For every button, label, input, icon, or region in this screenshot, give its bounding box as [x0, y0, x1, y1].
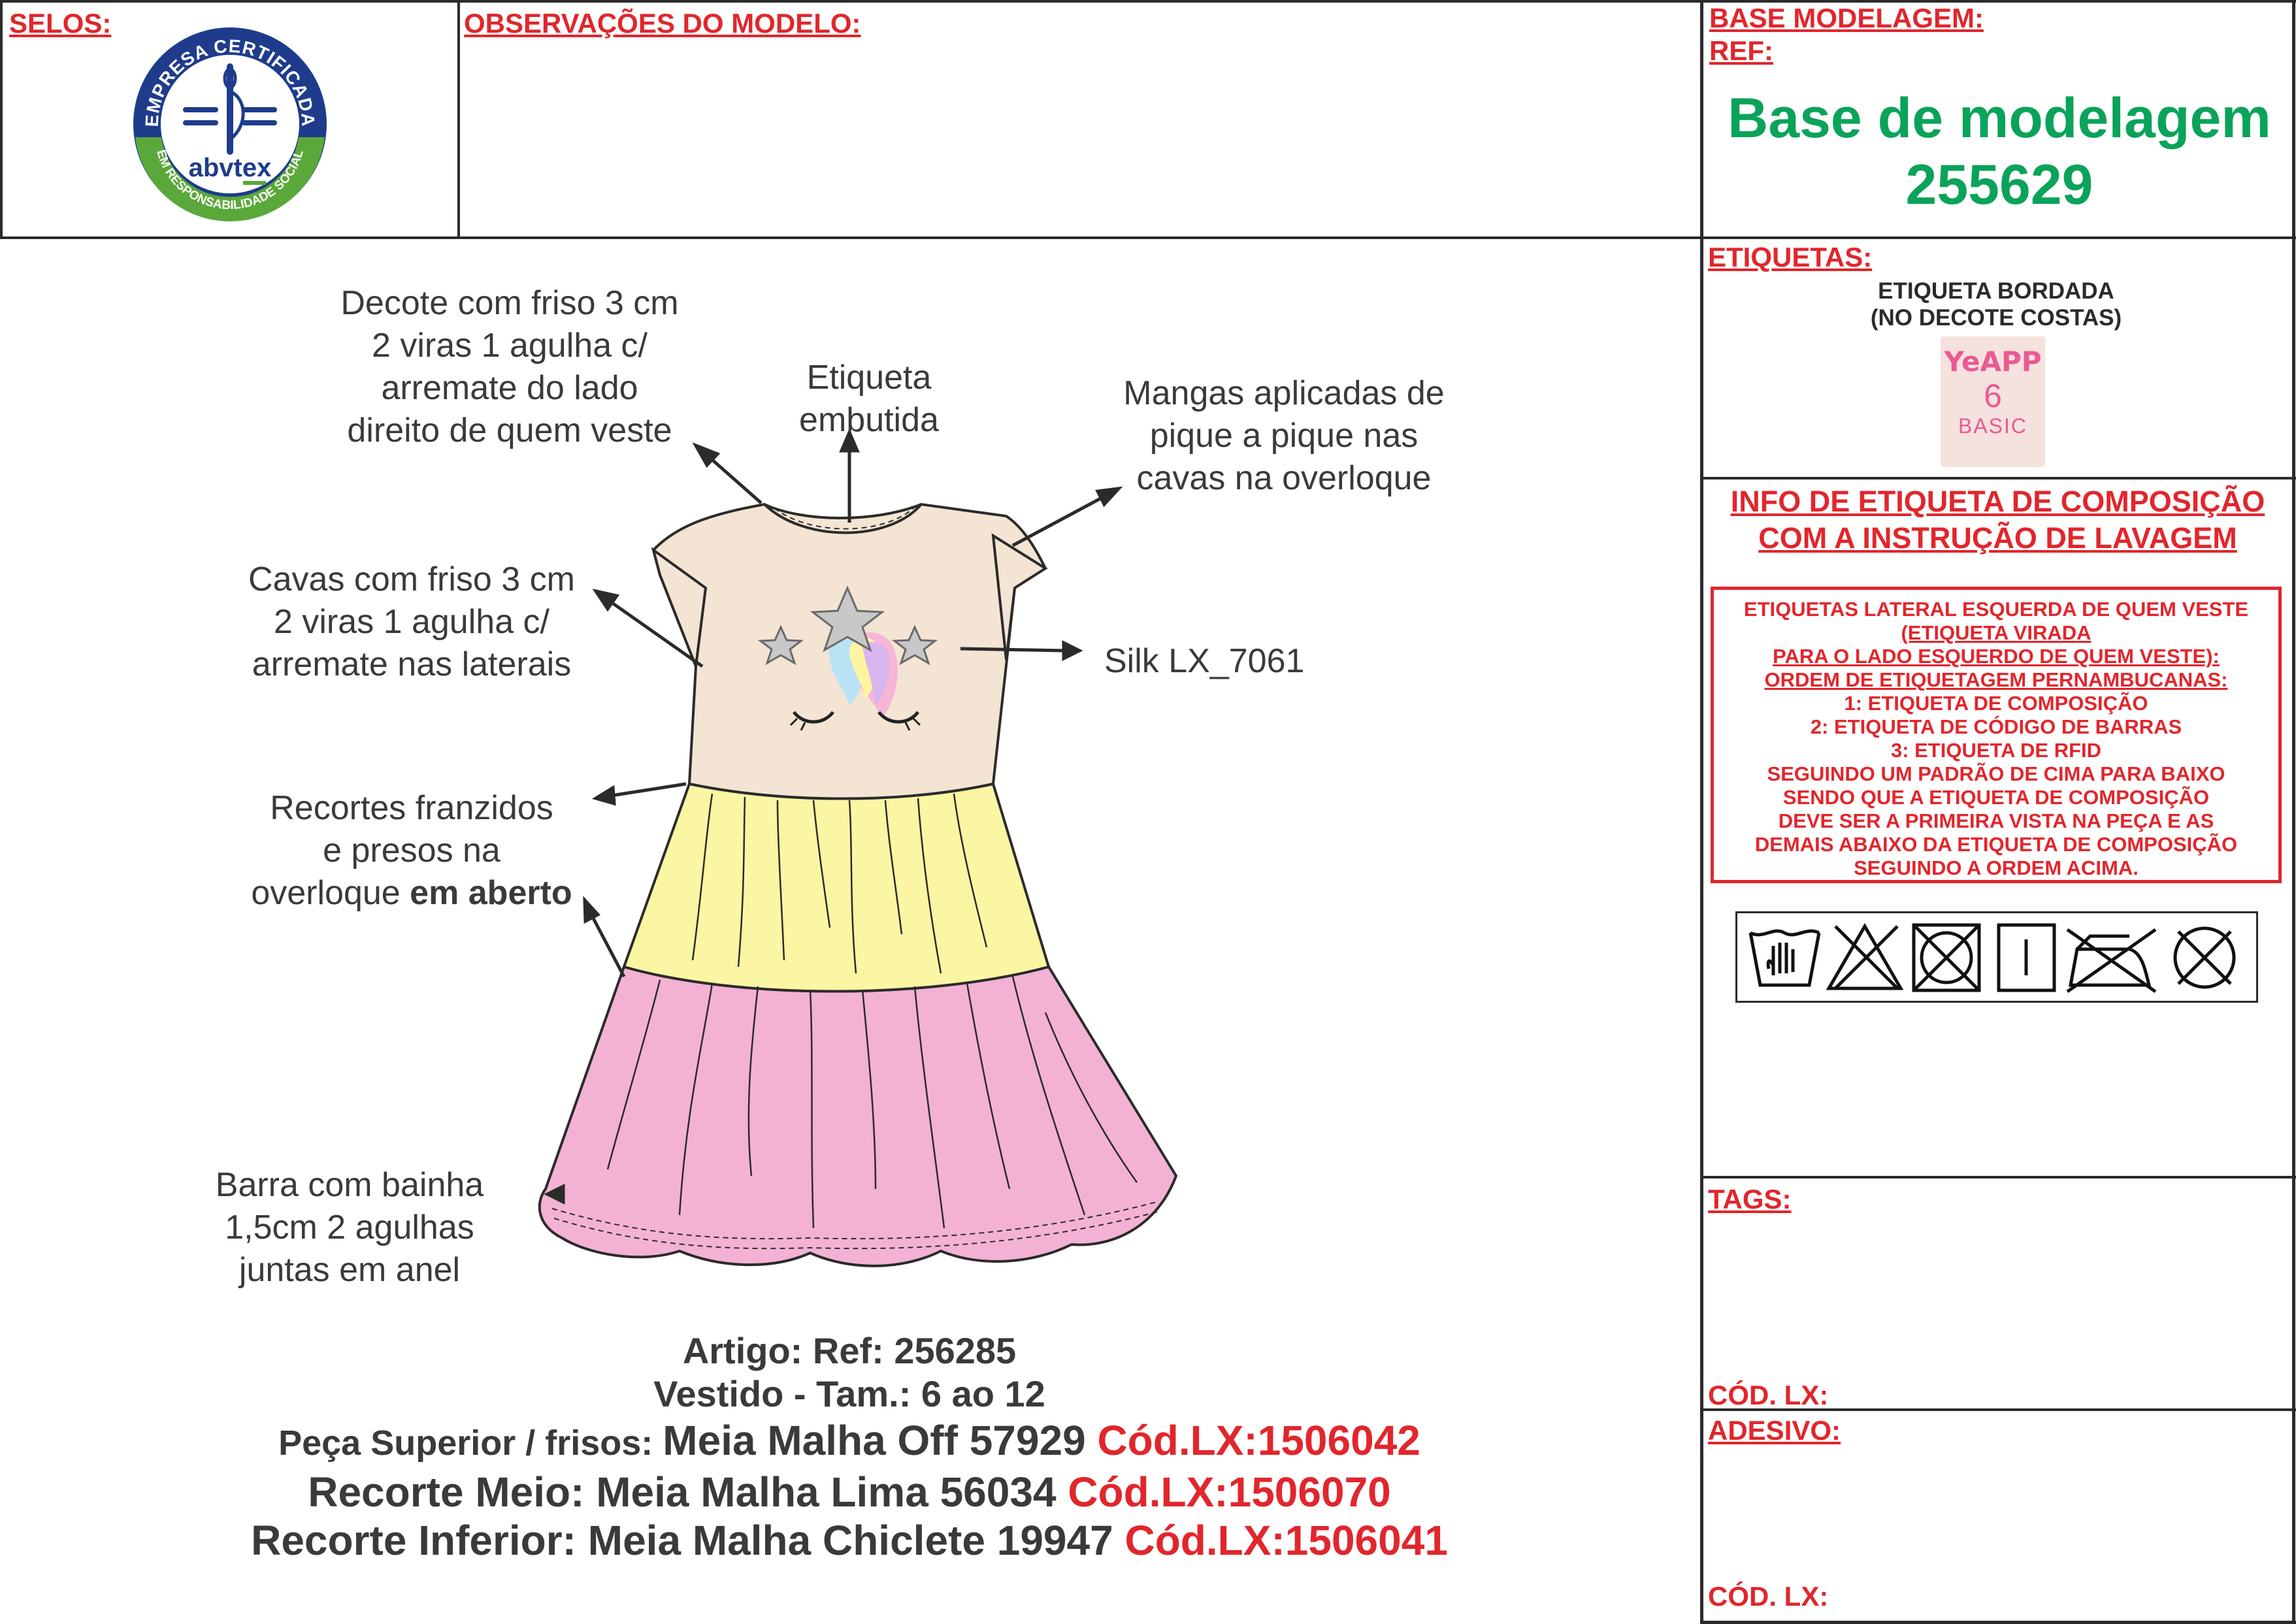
- article-ref: Artigo: Ref: 256285: [682, 1330, 1017, 1371]
- no-dry-clean-icon: [2175, 928, 2234, 987]
- etiqueta-description: ETIQUETA BORDADA (NO DECOTE COSTAS): [1870, 278, 2122, 331]
- selos-label: SELOS:: [9, 8, 112, 39]
- skirt-bottom-tier: [540, 967, 1176, 1266]
- annotation-mangas: Mangas aplicadas de pique a pique nas cavas na overloque: [1123, 374, 1445, 497]
- no-iron-icon: [2067, 930, 2156, 992]
- annotation-decote: Decote com friso 3 cm 2 viras 1 agulha c/ arremate do lado direito de quem veste: [340, 284, 679, 449]
- labeling-instructions-box: ETIQUETAS LATERAL ESQUERDA DE QUEM VESTE (ETIQUETA VIRADA PARA O LADO ESQUERDO DE QUEM VESTE): ORDEM DE ETIQUETAGEM PERNAMBUCANAS: 1: ETIQUETA DE COMPOSIÇÃO 2: ETIQUETA DE CÓDIGO DE BARRAS 3: ETIQUETA DE RFID SEGUINDO UM PADRÃO DE CIMA PARA BAIXO SENDO QUE A ETIQUETA DE COMPOSIÇÃO DEVE SER A PRIMEIRA VISTA NA PEÇA E AS DEMAIS ABAIXO DA ETIQUETA DE COMPOSIÇÃO SEGUINDO A ORDEM ACIMA.: [1711, 587, 2282, 883]
- seal-brand: abvtex: [188, 154, 272, 182]
- annotation-barra: Barra com bainha 1,5cm 2 agulhas juntas em anel: [215, 1166, 484, 1289]
- line-dry-icon: [1999, 925, 2054, 990]
- brand-label-sub: BASIC: [1958, 414, 2028, 438]
- base-title-line2: 255629: [1905, 154, 2093, 216]
- border-left: [0, 0, 3, 239]
- base-title: [1712, 85, 2287, 218]
- border-bottom-sidebar: [1700, 1621, 2296, 1624]
- tags-label: TAGS:: [1708, 1184, 1792, 1214]
- no-bleach-icon: [1829, 926, 1901, 988]
- header-divider-1: [457, 0, 460, 239]
- seal-top-text: EMPRESA CERTIFICADA: [141, 35, 319, 127]
- sidebar-line-2: [1700, 1176, 2296, 1178]
- seal-bottom-text: EM RESPONSABILIDADE SOCIAL: [154, 148, 306, 213]
- skirt-middle-tier: [624, 784, 1049, 992]
- observacoes-label: OBSERVAÇÕES DO MODELO:: [464, 8, 861, 39]
- article-name: Vestido - Tam.: 6 ao 12: [653, 1373, 1045, 1414]
- base-title-line1: Base de modelagem: [1728, 87, 2271, 150]
- abvtex-seal: [132, 26, 328, 222]
- care-symbols-strip: [1735, 911, 2258, 1003]
- brand-label-name: YeAPP: [1944, 346, 2042, 378]
- hand-wash-icon: [1750, 931, 1819, 985]
- sidebar-divider: [1700, 0, 1703, 1624]
- cod-lx-label-tags: CÓD. LX:: [1708, 1380, 1829, 1410]
- annotation-etiqueta: Etiqueta embutida: [799, 359, 939, 439]
- sidebar-line-1: [1700, 477, 2296, 479]
- no-tumble-dry-icon: [1914, 925, 1979, 990]
- fabric-top: Peça Superior / frisos: Meia Malha Off 57929 Cód.LX:1506042: [278, 1417, 1420, 1464]
- cod-lx-label-adesivo: CÓD. LX:: [1708, 1581, 1829, 1612]
- article-info: [163, 1329, 1535, 1565]
- annotation-silk: Silk LX_7061: [1104, 642, 1305, 680]
- border-right: [2292, 0, 2295, 1624]
- composition-info-title: INFO DE ETIQUETA DE COMPOSIÇÃO COM A INSTRUÇÃO DE LAVAGEM: [1730, 485, 2265, 555]
- adesivo-label: ADESIVO:: [1708, 1415, 1841, 1446]
- ref-label: REF:: [1709, 35, 1773, 66]
- brand-label-size: 6: [1984, 378, 2002, 414]
- fabric-middle: Recorte Meio: Meia Malha Lima 56034 Cód.LX:1506070: [308, 1469, 1391, 1516]
- brand-label-image: [1941, 336, 2045, 467]
- annotation-recortes: Recortes franzidos e presos na overloque em aberto: [251, 789, 572, 912]
- fabric-bottom: Recorte Inferior: Meia Malha Chiclete 19947 Cód.LX:1506041: [251, 1517, 1448, 1564]
- base-modelagem-label: BASE MODELAGEM:: [1709, 3, 1984, 33]
- annotation-cavas: Cavas com friso 3 cm 2 viras 1 agulha c/ arremate nas laterais: [248, 560, 575, 683]
- etiquetas-label: ETIQUETAS:: [1708, 242, 1873, 272]
